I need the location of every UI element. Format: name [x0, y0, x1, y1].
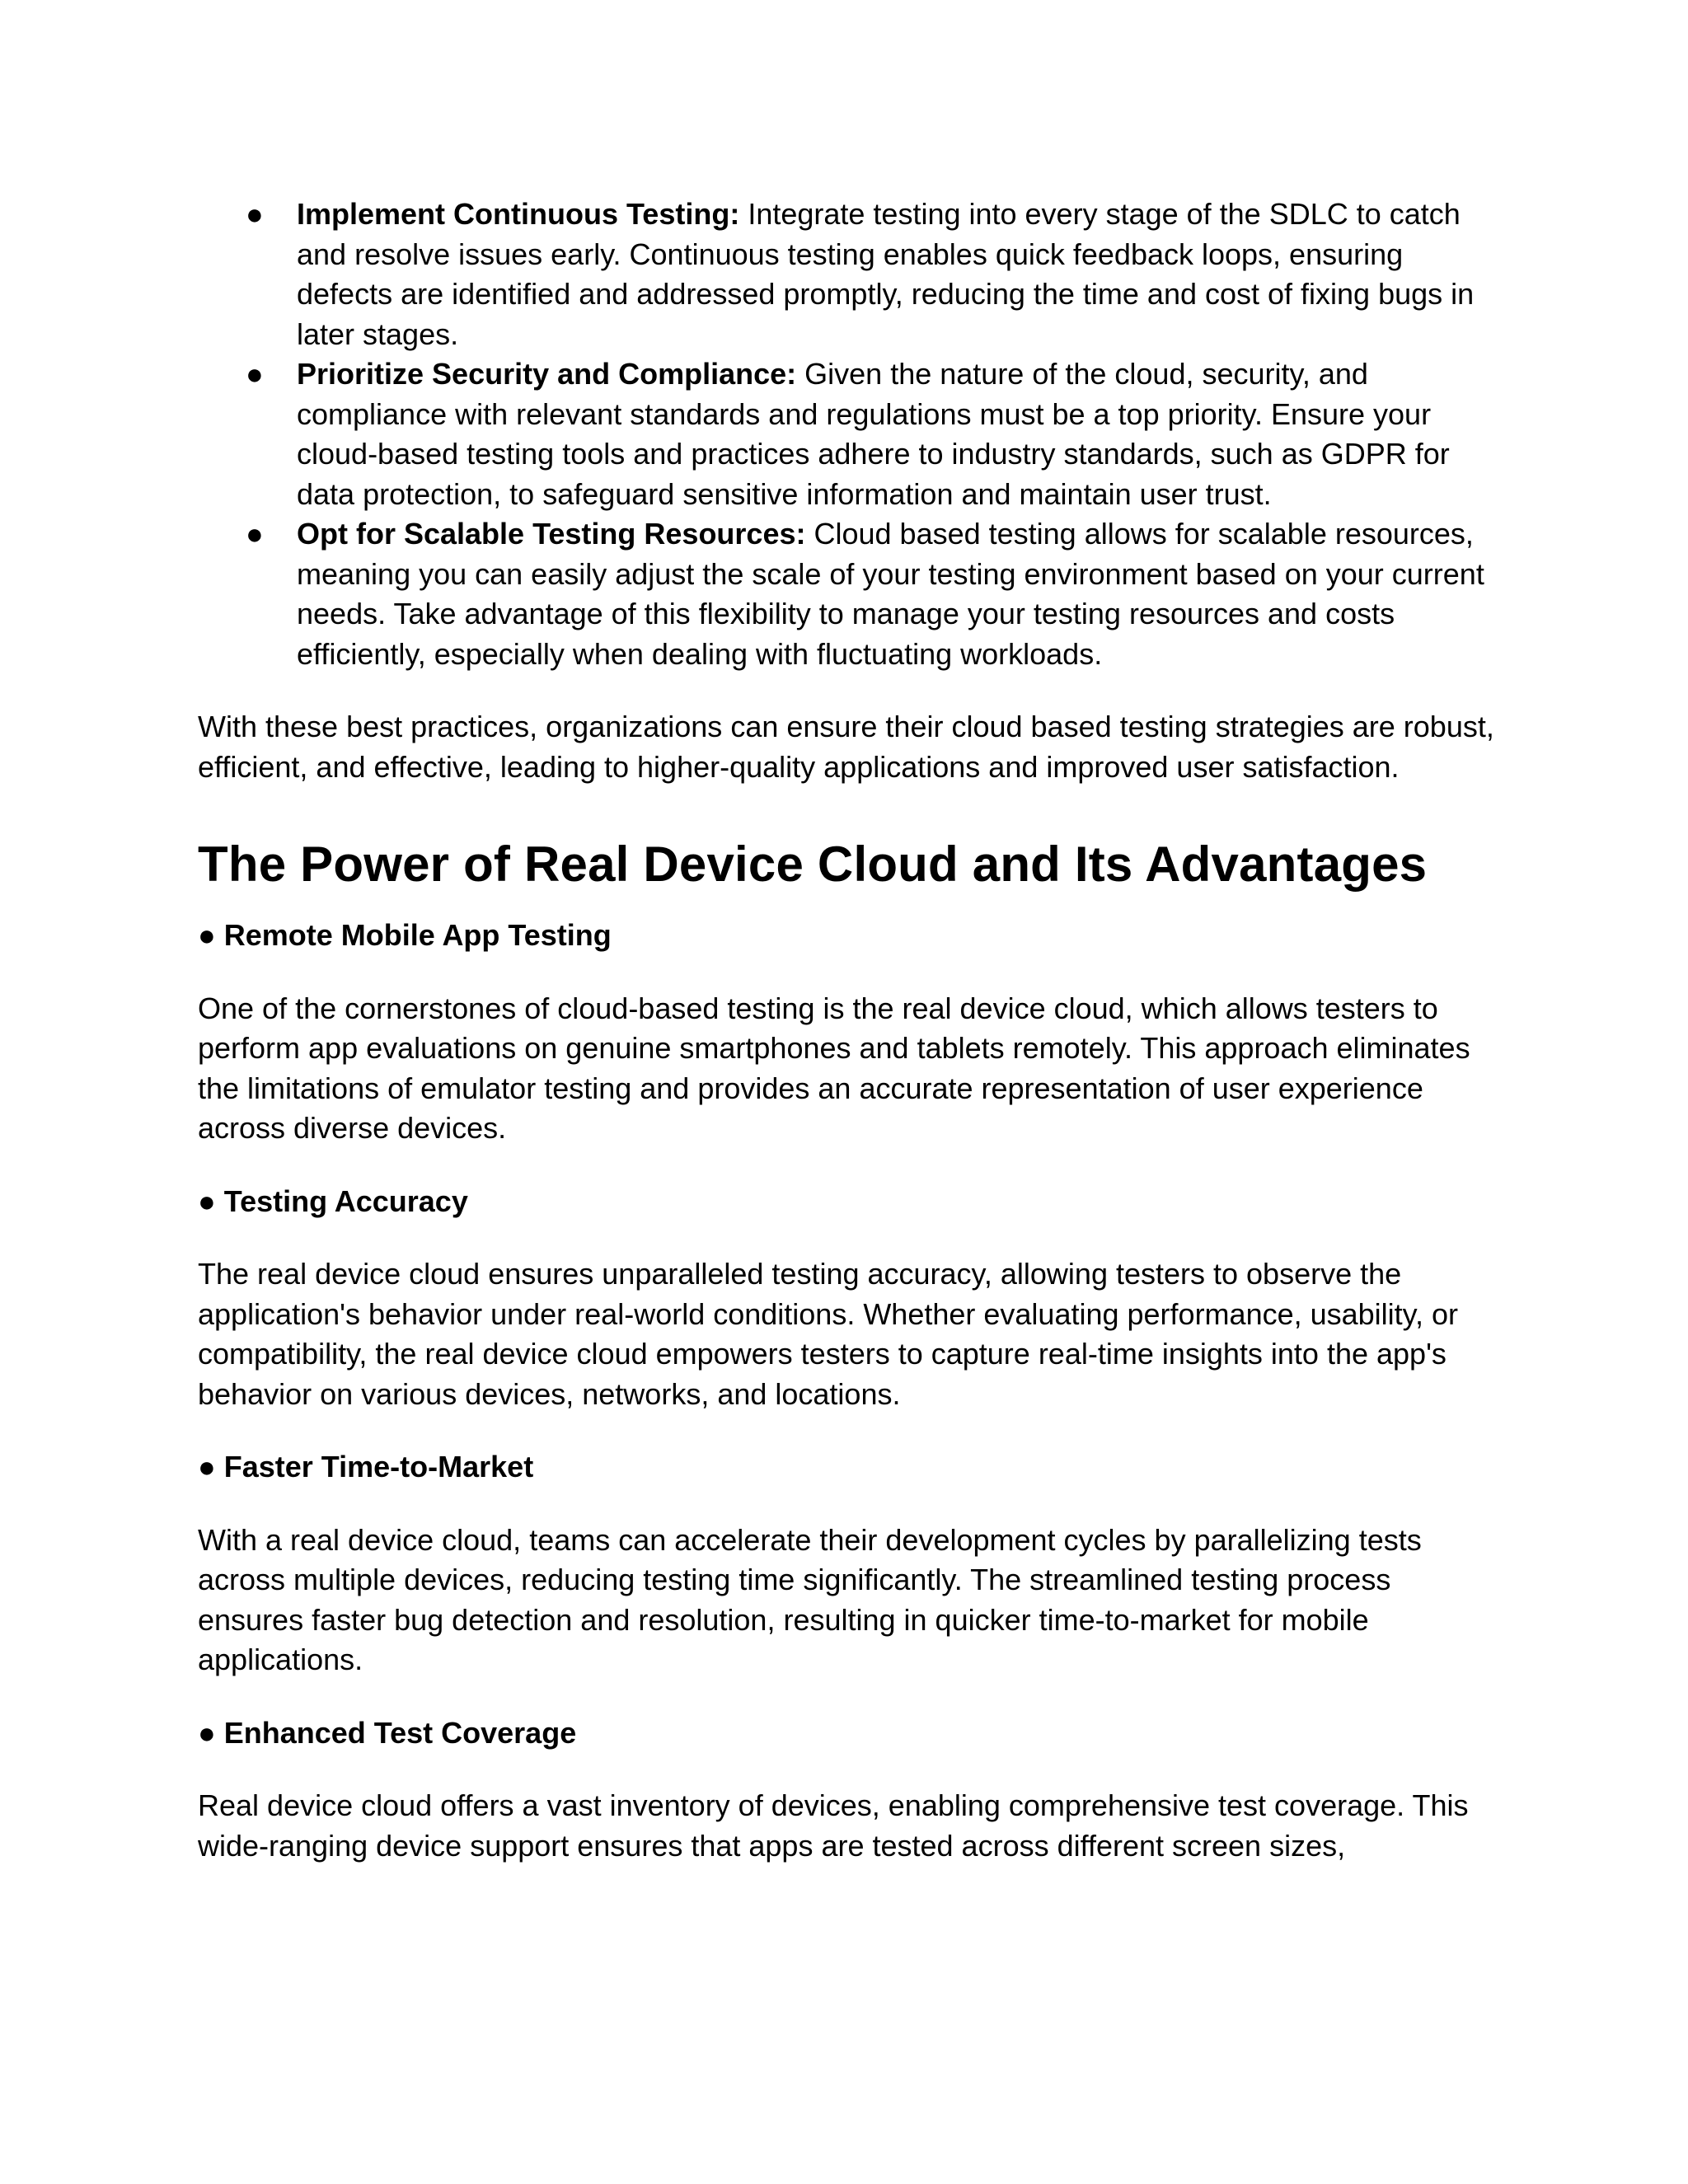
- list-item: [198, 354, 1500, 514]
- document-page: [198, 194, 1500, 1866]
- list-item: [198, 514, 1500, 674]
- bullet-dot: ●: [246, 197, 264, 231]
- paragraph-faster-time-to-market: With a real device cloud, teams can accelerate their development cycles by parallelizing tests across multiple devices, reducing testing time significantly. The streamlined testing process ensures faster bug detection and resolution, resulting in quicker time-to-market for mobile applications.: [198, 1522, 1422, 1676]
- best-practices-list: [198, 194, 1500, 674]
- list-item-body: Given the nature of the cloud, security, and compliance with relevant standards and regulations must be a top priority. Ensure your cloud-based testing tools and practices adhere to industry standards, such as GDPR for data protection, to safeguard sensitive information and maintain user trust.: [297, 357, 1450, 511]
- subheading-enhanced-test-coverage: ● Enhanced Test Coverage: [198, 1715, 577, 1750]
- subheading-testing-accuracy: ● Testing Accuracy: [198, 1183, 468, 1218]
- paragraph-remote-mobile-app-testing: One of the cornerstones of cloud-based testing is the real device cloud, which allows testers to perform app evaluations on genuine smartphones and tablets remotely. This approach eliminates the limitations of emulator testing and provides an accurate representation of user experience across diverse devices.: [198, 991, 1470, 1145]
- list-item-body: Integrate testing into every stage of the SDLC to catch and resolve issues early. Continuous testing enables quick feedback loops, ensuring defects are identified and addressed promptly, reducing the time and cost of fixing bugs in later stages.: [297, 197, 1475, 351]
- bullet-dot: ●: [246, 357, 264, 391]
- list-item-title: Opt for Scalable Testing Resources:: [297, 517, 806, 551]
- paragraph-testing-accuracy: The real device cloud ensures unparalleled testing accuracy, allowing testers to observe the application's behavior under real-world conditions. Whether evaluating performance, usability, or compatibility, the real device cloud empowers testers to capture real-time insights into the app's behavior on various devices, networks, and locations.: [198, 1257, 1459, 1411]
- list-item: [198, 194, 1500, 354]
- list-item-title: Prioritize Security and Compliance:: [297, 357, 797, 391]
- bullet-dot: ●: [246, 517, 264, 551]
- paragraph-enhanced-test-coverage: Real device cloud offers a vast inventory of devices, enabling comprehensive test coverage. This wide-ranging device support ensures that apps are tested across different screen sizes,: [198, 1788, 1469, 1863]
- list-item-title: Implement Continuous Testing:: [297, 197, 740, 231]
- subheading-remote-mobile-app-testing: ● Remote Mobile App Testing: [198, 918, 612, 952]
- subheading-faster-time-to-market: ● Faster Time-to-Market: [198, 1450, 534, 1483]
- list-item-body: Cloud based testing allows for scalable resources, meaning you can easily adjust the scale of your testing environment based on your current needs. Take advantage of this flexibility to manage your testing resources and costs efficiently, especially when dealing with fluctuating workloads.: [297, 517, 1484, 671]
- summary-paragraph: With these best practices, organizations can ensure their cloud based testing strategies are robust, efficient, and effective, leading to higher-quality applications and improved user satisfaction.: [198, 710, 1494, 784]
- section-title: The Power of Real Device Cloud and Its Advantages: [198, 837, 1428, 892]
